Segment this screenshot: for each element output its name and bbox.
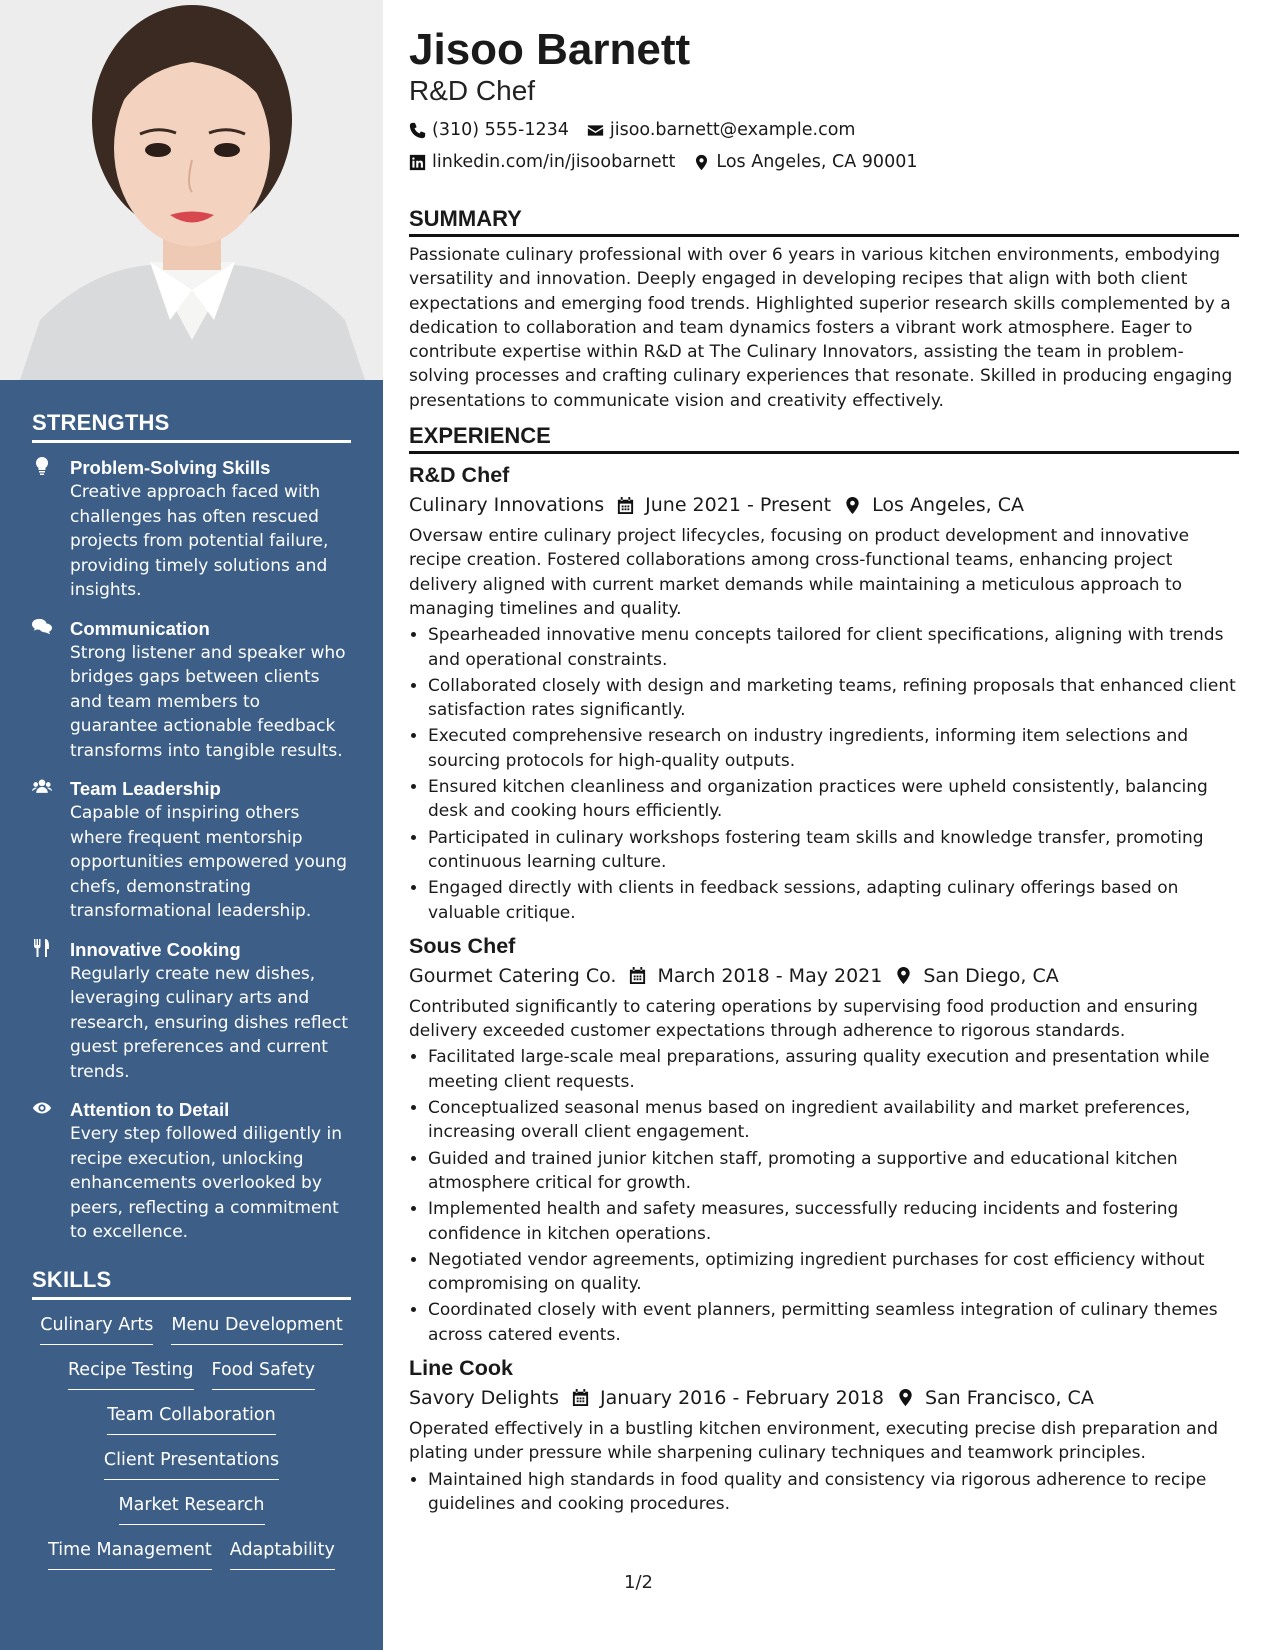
contact-row: [409, 114, 1239, 146]
job-title: R&D Chef: [409, 463, 510, 488]
summary-text: Passionate culinary professional with over 6 years in various kitchen environments, embodying versatility and innovation. Deeply engaged in developing recipes that align with both client expectations and emerging food trends. Highlighted superior research skills complemented by a dedication to collaboration and team dynamics fosters a vibrant work atmosphere. Eager to contribute expertise within R&D at The Culinary Innovators, assisting the team in problem-solving processes and crafting culinary experiences that resonate. Skilled in producing engaging presentations to communicate vision and creativity effectively.: [409, 245, 1233, 411]
comments-icon: [32, 616, 70, 764]
job-title: Line Cook: [409, 1355, 513, 1380]
skill-row: [32, 1312, 351, 1345]
sidebar: [0, 0, 383, 1650]
strength-item: [32, 776, 351, 924]
page-number: 1/2: [624, 1572, 653, 1593]
job-description: Oversaw entire culinary project lifecycles, focusing on product development and innovative recipe creation. Fostered collaborations among cross-functional teams, enhancing project delivery aligned with current market demands while maintaining a meticulous approach to managing timelines and quality.: [409, 526, 1190, 619]
phone-text: (310) 555-1234: [432, 120, 569, 140]
strength-desc: Creative approach faced with challenges has often rescued projects from potential failure, providing timely solutions and insights.: [70, 482, 329, 600]
strength-item: [32, 616, 351, 764]
skill-tag: Client Presentations: [104, 1447, 279, 1480]
candidate-role: R&D Chef: [409, 75, 536, 106]
experience-heading: EXPERIENCE: [409, 423, 1239, 454]
strengths-heading: STRENGTHS: [32, 410, 351, 443]
bullet-item: • Negotiated vendor agreements, optimizing ingredient purchases for cost efficiency without compromising on quality.: [428, 1248, 1239, 1297]
bullet-item: • Ensured kitchen cleanliness and organization practices were upheld consistently, balancing desk and cooking hours efficiently.: [428, 775, 1239, 824]
strength-item: [32, 1097, 351, 1245]
skill-tag: Market Research: [119, 1492, 265, 1525]
strength-title: Communication: [70, 617, 210, 639]
job-dates: March 2018 - May 2021: [657, 964, 883, 987]
linkedin-contact[interactable]: [409, 146, 675, 178]
linkedin-icon: [409, 154, 426, 171]
job-location: San Diego, CA: [923, 964, 1059, 987]
strength-desc: Regularly create new dishes, leveraging culinary arts and research, ensuring dishes reflect guest preferences and current trends.: [70, 963, 349, 1082]
job-bullets: [409, 1045, 1239, 1347]
job-dates: June 2021 - Present: [645, 494, 832, 517]
location-contact: [693, 146, 917, 178]
sidebar-content: [32, 410, 351, 1570]
job-company: Savory Delights: [409, 1386, 559, 1409]
phone-icon: [409, 122, 426, 139]
map-pin-icon: [843, 496, 862, 515]
contact-row: [409, 146, 1239, 178]
bullet-item: • Spearheaded innovative menu concepts tailored for client specifications, aligning with trends and operational constraints.: [428, 623, 1239, 672]
lightbulb-icon: [32, 455, 70, 603]
strength-title: Attention to Detail: [70, 1099, 230, 1120]
job-title: Sous Chef: [409, 933, 516, 958]
strength-title: Innovative Cooking: [70, 938, 241, 960]
envelope-icon: [587, 122, 604, 139]
email-contact[interactable]: [587, 114, 856, 146]
bullet-item: • Implemented health and safety measures, successfully reducing incidents and fostering confidence in kitchen operations.: [428, 1197, 1239, 1246]
strength-desc: Capable of inspiring others where frequent mentorship opportunities empowered young chefs, demonstrating transformational leadership.: [70, 803, 348, 921]
calendar-icon: [616, 496, 635, 515]
job-bullets: [409, 623, 1239, 925]
email-text: jisoo.barnett@example.com: [609, 120, 856, 140]
map-pin-icon: [693, 154, 710, 171]
strength-desc: Every step followed diligently in recipe execution, unlocking enhancements overlooked by peers, reflecting a commitment to excellence.: [70, 1124, 343, 1242]
bullet-item: • Facilitated large-scale meal preparations, assuring quality execution and presentation while meeting client requests.: [428, 1045, 1239, 1094]
skill-row: [32, 1492, 351, 1525]
skill-tag: Team Collaboration: [107, 1402, 275, 1435]
main-content: [409, 26, 1239, 1518]
job-description: Contributed significantly to catering operations by supervising food production and ensuring delivery exceeded customer expectations through adherence to rigorous standards.: [409, 996, 1198, 1042]
job-meta: [409, 961, 1239, 991]
strength-item: [32, 937, 351, 1085]
job-description: Operated effectively in a bustling kitchen environment, executing precise dish preparation and plating under pressure while sharpening culinary techniques and teamwork principles.: [409, 1418, 1218, 1464]
utensils-icon: [32, 937, 70, 1085]
strength-title: Problem-Solving Skills: [70, 457, 271, 478]
skill-row: [32, 1402, 351, 1435]
map-pin-icon: [894, 966, 913, 985]
map-pin-icon: [896, 1388, 915, 1407]
skill-tag: Menu Development: [171, 1312, 342, 1345]
location-text: Los Angeles, CA 90001: [716, 152, 918, 172]
job-bullets: [409, 1468, 1239, 1517]
bullet-item: • Conceptualized seasonal menus based on ingredient availability and market preferences, increasing overall client engagement.: [428, 1096, 1239, 1145]
skill-tag: Recipe Testing: [68, 1357, 194, 1390]
bullet-item: • Coordinated closely with event planners, permitting seamless integration of culinary themes across catered events.: [428, 1298, 1239, 1347]
skill-tag: Food Safety: [212, 1357, 316, 1390]
strength-title: Team Leadership: [70, 778, 221, 799]
phone-contact[interactable]: [409, 114, 569, 146]
skill-tag: Time Management: [48, 1537, 212, 1570]
skill-tag: Adaptability: [230, 1537, 335, 1570]
bullet-item: • Collaborated closely with design and marketing teams, refining proposals that enhanced client satisfaction rates significantly.: [428, 674, 1239, 723]
skill-tag: Culinary Arts: [40, 1312, 153, 1345]
bullet-item: • Participated in culinary workshops fostering team skills and knowledge transfer, promoting continuous learning culture.: [428, 826, 1239, 875]
portrait-image: [0, 0, 383, 380]
bullet-item: • Engaged directly with clients in feedback sessions, adapting culinary offerings based on valuable critique.: [428, 876, 1239, 925]
job-meta: [409, 490, 1239, 520]
users-icon: [32, 776, 70, 924]
calendar-icon: [628, 966, 647, 985]
job-dates: January 2016 - February 2018: [600, 1386, 884, 1409]
candidate-name: Jisoo Barnett: [409, 25, 691, 74]
linkedin-text: linkedin.com/in/jisoobarnett: [432, 152, 676, 172]
job-entry: [409, 931, 1239, 1347]
job-company: Gourmet Catering Co.: [409, 964, 617, 987]
profile-photo: [0, 0, 383, 380]
skill-row: [32, 1537, 351, 1570]
job-company: Culinary Innovations: [409, 494, 605, 517]
calendar-icon: [571, 1388, 590, 1407]
job-entry: [409, 1353, 1239, 1516]
job-entry: [409, 460, 1239, 925]
eye-icon: [32, 1097, 70, 1245]
skills-heading: SKILLS: [32, 1267, 351, 1300]
job-location: Los Angeles, CA: [872, 494, 1024, 517]
job-location: San Francisco, CA: [924, 1386, 1094, 1409]
strength-item: [32, 455, 351, 603]
skill-row: [32, 1357, 351, 1390]
bullet-item: • Maintained high standards in food quality and consistency via rigorous adherence to recipe guidelines and cooking procedures.: [428, 1468, 1239, 1517]
job-meta: [409, 1383, 1239, 1413]
summary-heading: SUMMARY: [409, 206, 1239, 237]
strength-desc: Strong listener and speaker who bridges gaps between clients and team members to guarantee actionable feedback transforms into tangible results.: [70, 642, 346, 761]
skill-row: [32, 1447, 351, 1480]
bullet-item: • Guided and trained junior kitchen staff, promoting a supportive and educational kitchen atmosphere critical for growth.: [428, 1147, 1239, 1196]
bullet-item: • Executed comprehensive research on industry ingredients, informing item selections and sourcing protocols for high-quality outputs.: [428, 724, 1239, 773]
